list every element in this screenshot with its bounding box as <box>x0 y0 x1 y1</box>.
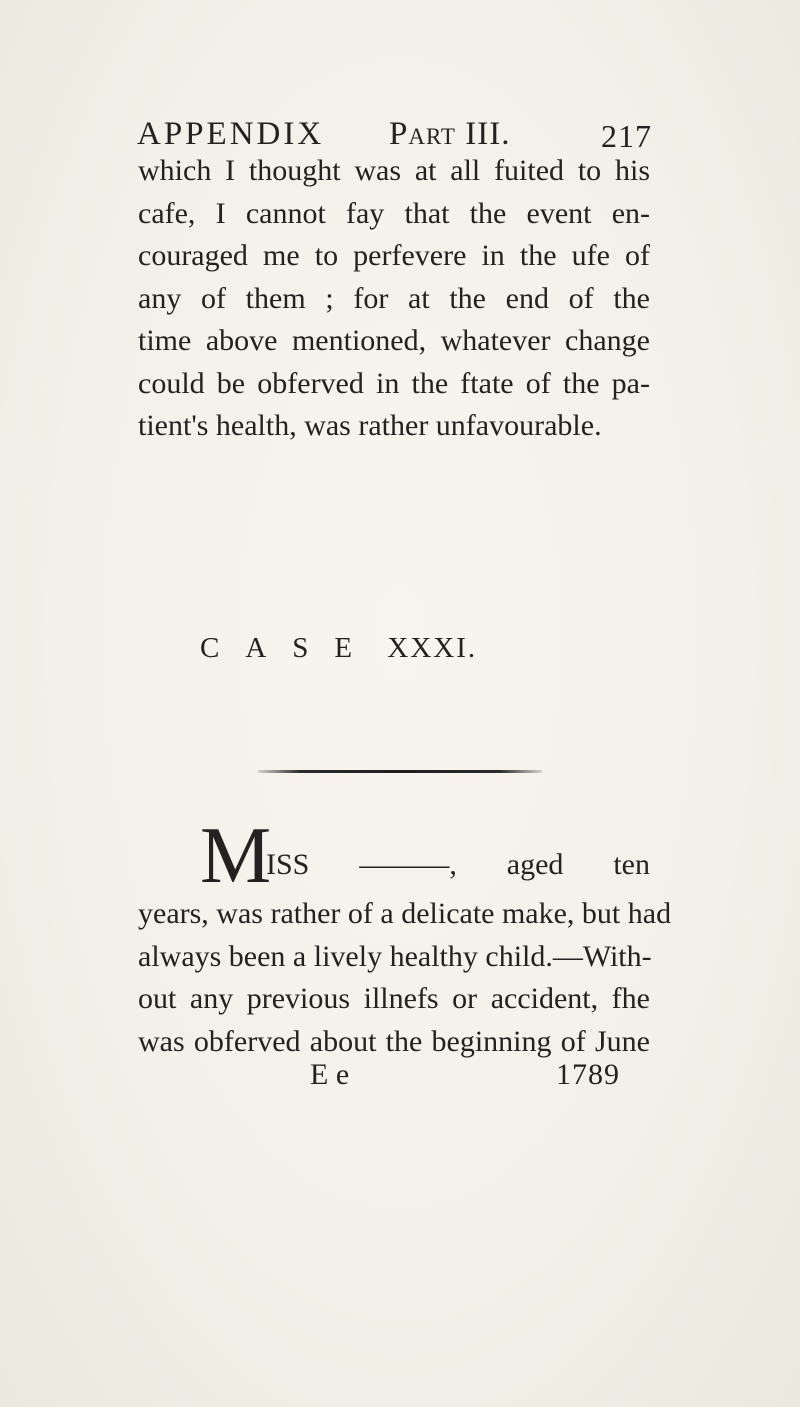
catchword: 1789 <box>556 1058 620 1091</box>
text-line: which I thought was at all fuited to his <box>138 154 650 187</box>
text-line: couraged me to perfevere in the ufe of <box>138 239 650 272</box>
text-line: was obferved about the beginning of June <box>138 1024 650 1058</box>
text-line: could be obferved in the ftate of the pa- <box>138 366 650 400</box>
text-line: time above mentioned, whatever change <box>138 324 650 357</box>
text-line: cafe, I cannot fay that the event en- <box>138 196 650 230</box>
header-title: APPENDIX <box>137 116 325 152</box>
text-line: out any previous illnefs or accident, fhe <box>138 982 650 1015</box>
case-word: CASE <box>200 632 379 664</box>
section-divider-rule <box>258 770 542 773</box>
page-number: 217 <box>601 118 652 154</box>
header-part: Part III. <box>389 116 511 152</box>
drop-cap: M <box>200 812 272 900</box>
text-line: years, was rather of a delicate make, but had <box>138 897 672 930</box>
case-opening-line <box>200 812 650 900</box>
text-line: any of them ; for at the end of the <box>138 281 650 315</box>
opening-line-text: ISS ———, aged ten <box>266 848 650 881</box>
paragraph-continuation <box>138 150 650 448</box>
signature-mark: E e <box>310 1058 350 1091</box>
page-footer <box>0 1058 800 1108</box>
text-line: always been a lively healthy child.—With- <box>138 939 652 973</box>
text-line: tient's health, was rather unfavourable. <box>138 409 602 442</box>
case-paragraph <box>138 893 672 1063</box>
case-numeral: XXXI. <box>387 632 478 664</box>
case-heading <box>200 632 600 665</box>
